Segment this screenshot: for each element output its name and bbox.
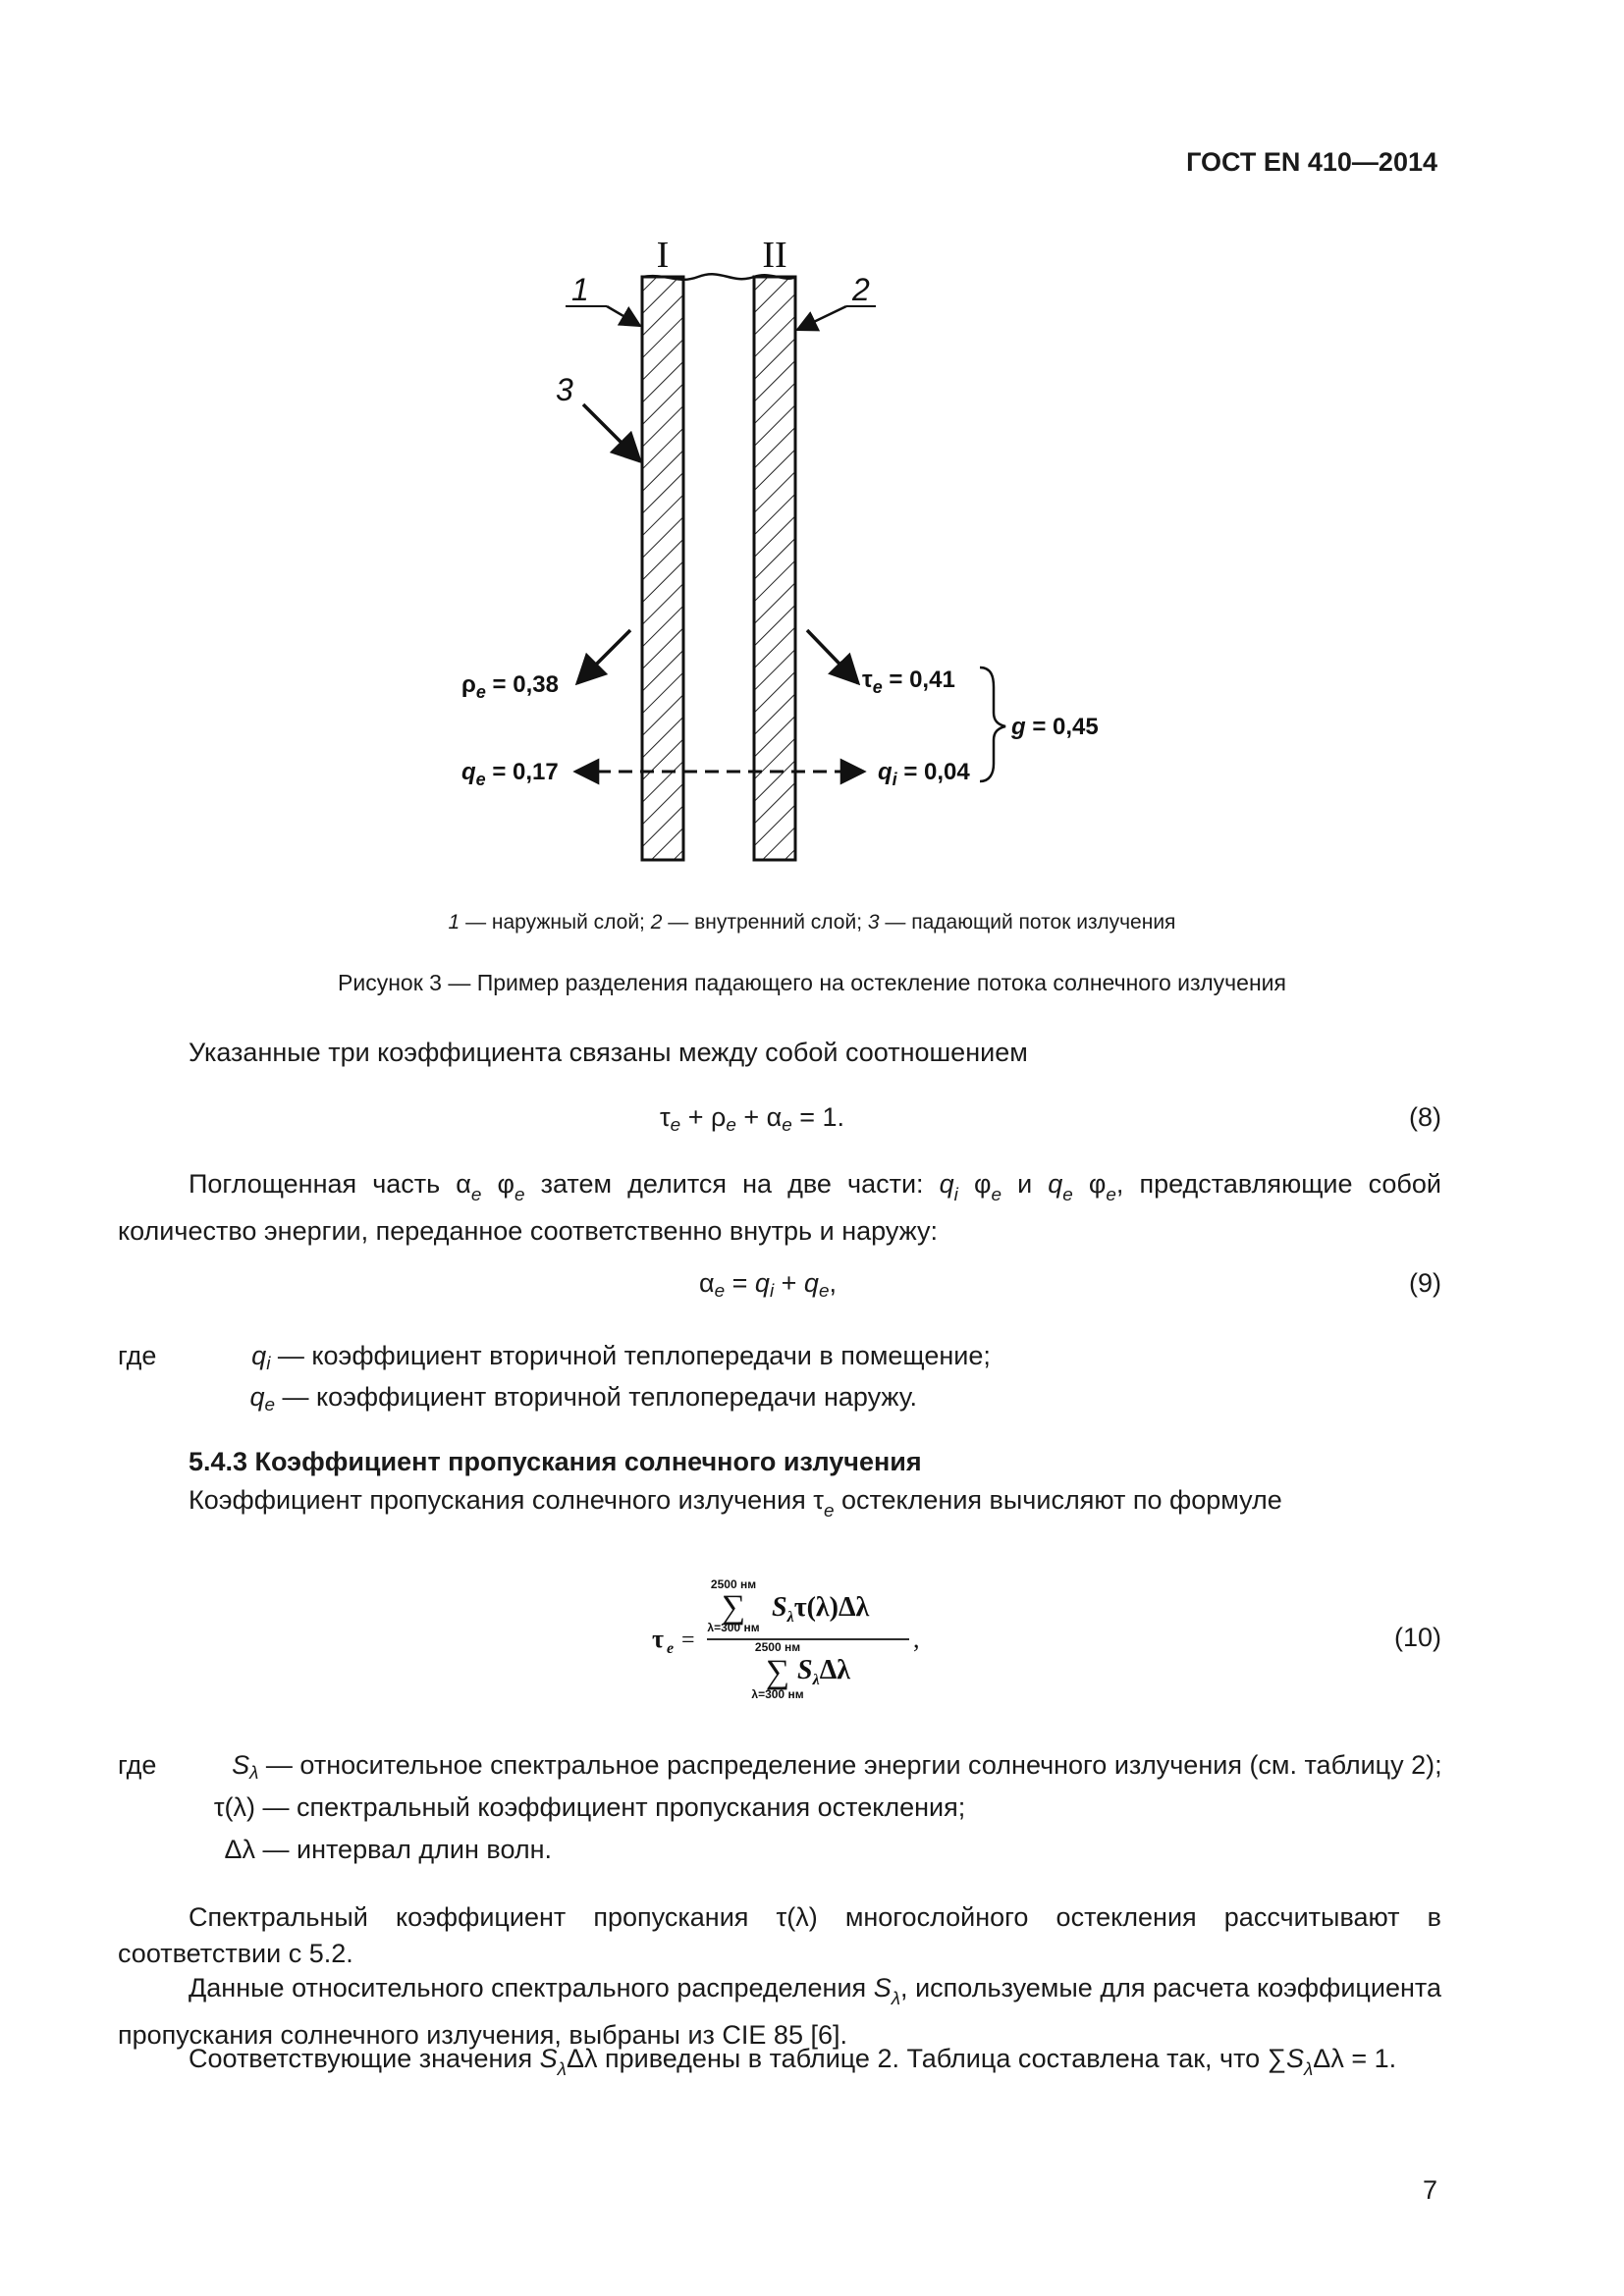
svg-text:e: e bbox=[667, 1640, 675, 1657]
svg-text:λ=300 нм: λ=300 нм bbox=[707, 1621, 760, 1634]
section-heading: 5.4.3 Коэффициент пропускания солнечного излучения bbox=[189, 1447, 922, 1476]
figure-legend: 1 — наружный слой; 2 — внутренний слой; 3 — падающий поток излучения bbox=[448, 911, 1176, 934]
paragraph-spectral: Спектральный коэффициент пропускания τ(λ) многослойного остекления рассчитывают в соответствии с 5.2. bbox=[118, 1902, 1441, 1968]
callout-3: 3 bbox=[556, 372, 573, 407]
equation-10-number: (10) bbox=[1393, 1623, 1441, 1652]
paragraph-formula-intro: Коэффициент пропускания солнечного излучения $\tau_e$ остекления вычисляют по формуле bbox=[189, 1485, 1282, 1522]
paragraph-relation: Указанные три коэффициента связаны между собой соотношением bbox=[189, 1038, 1028, 1067]
document-header: ГОСТ EN 410—2014 bbox=[1186, 147, 1437, 177]
label-qi: $q_i = 0,04$ bbox=[878, 759, 970, 789]
page-number: 7 bbox=[1422, 2175, 1437, 2205]
pane-label-II: II bbox=[762, 235, 787, 276]
definition-tau-lambda: τ(λ) — спектральный коэффициент пропускания остекления; bbox=[213, 1792, 966, 1822]
paragraph-cie: Данные относительного спектрального распределения $S_\lambda$, используемые для расчета коэффициента пропускания солнечного излучения, выбраны из CIE 85 [6]. bbox=[118, 1973, 1441, 2051]
svg-text:=: = bbox=[681, 1628, 695, 1653]
paragraph-absorbed: Поглощенная часть $\alpha_e$ $\varphi_e$ затем делится на две части: $q_i$ $\varphi_e$ и $q_e$ $\varphi_e$, представляющие собой количество энергии, переданное соответственно внутрь и наружу: bbox=[118, 1169, 1441, 1247]
svg-text:2500 нм: 2500 нм bbox=[710, 1577, 757, 1591]
label-qe: $q_e = 0,17$ bbox=[461, 759, 559, 789]
callout-1: 1 bbox=[571, 272, 589, 307]
svg-text:∑: ∑ bbox=[721, 1589, 746, 1626]
equation-9: αe = qi + qe, bbox=[699, 1268, 837, 1302]
svg-text:,: , bbox=[913, 1625, 920, 1653]
definition-delta-lambda: Δλ — интервал длин волн. bbox=[224, 1835, 553, 1864]
pane-label-I: I bbox=[656, 235, 670, 276]
definition-s-lambda: где Sλ — относительное спектральное распределение энергии солнечного излучения (см. таблицу 2); bbox=[118, 1750, 1442, 1784]
figure-caption: Рисунок 3 — Пример разделения падающего на остекление потока солнечного излучения bbox=[338, 970, 1286, 995]
label-tau: $\tau_e = 0,41$ bbox=[862, 667, 955, 697]
label-g: g = 0,45 bbox=[1011, 714, 1099, 740]
transmitted-arrow bbox=[807, 630, 858, 683]
svg-text:∑: ∑ bbox=[765, 1654, 790, 1690]
callout-2: 2 bbox=[852, 272, 870, 307]
svg-text:τ: τ bbox=[652, 1625, 664, 1653]
definition-qe: qe — коэффициент вторичной теплопередачи наружу. bbox=[249, 1382, 918, 1415]
equation-9-number: (9) bbox=[1409, 1268, 1441, 1298]
reflected-arrow bbox=[577, 630, 630, 683]
definition-qi: где qi — коэффициент вторичной теплопередачи в помещение; bbox=[118, 1341, 991, 1374]
svg-text:SλΔλ: $S_\lambda\Delta\lambda$ bbox=[797, 1655, 850, 1688]
equation-8: τe + ρe + αe = 1. bbox=[660, 1102, 845, 1136]
svg-text:Sλτ(λ)Δλ: $S_\lambda\tau(\lambda)\Delta\lambda$ bbox=[772, 1592, 870, 1626]
paragraph-table-ref: Соответствующие значения $S_\lambda\Delta\lambda$ приведены в таблице 2. Таблица составлена так, что $\sum S_\lambda\Delta\lambda = 1$. bbox=[189, 2044, 1397, 2081]
svg-text:λ=300 нм: λ=300 нм bbox=[751, 1687, 804, 1701]
label-rho: $\rho_e = 0,38$ bbox=[461, 671, 559, 702]
equation-8-number: (8) bbox=[1409, 1102, 1441, 1132]
brace bbox=[980, 667, 1005, 781]
svg-text:2500 нм: 2500 нм bbox=[754, 1640, 801, 1654]
figure-3-diagram bbox=[0, 0, 1624, 883]
equation-10 bbox=[652, 1573, 986, 1710]
